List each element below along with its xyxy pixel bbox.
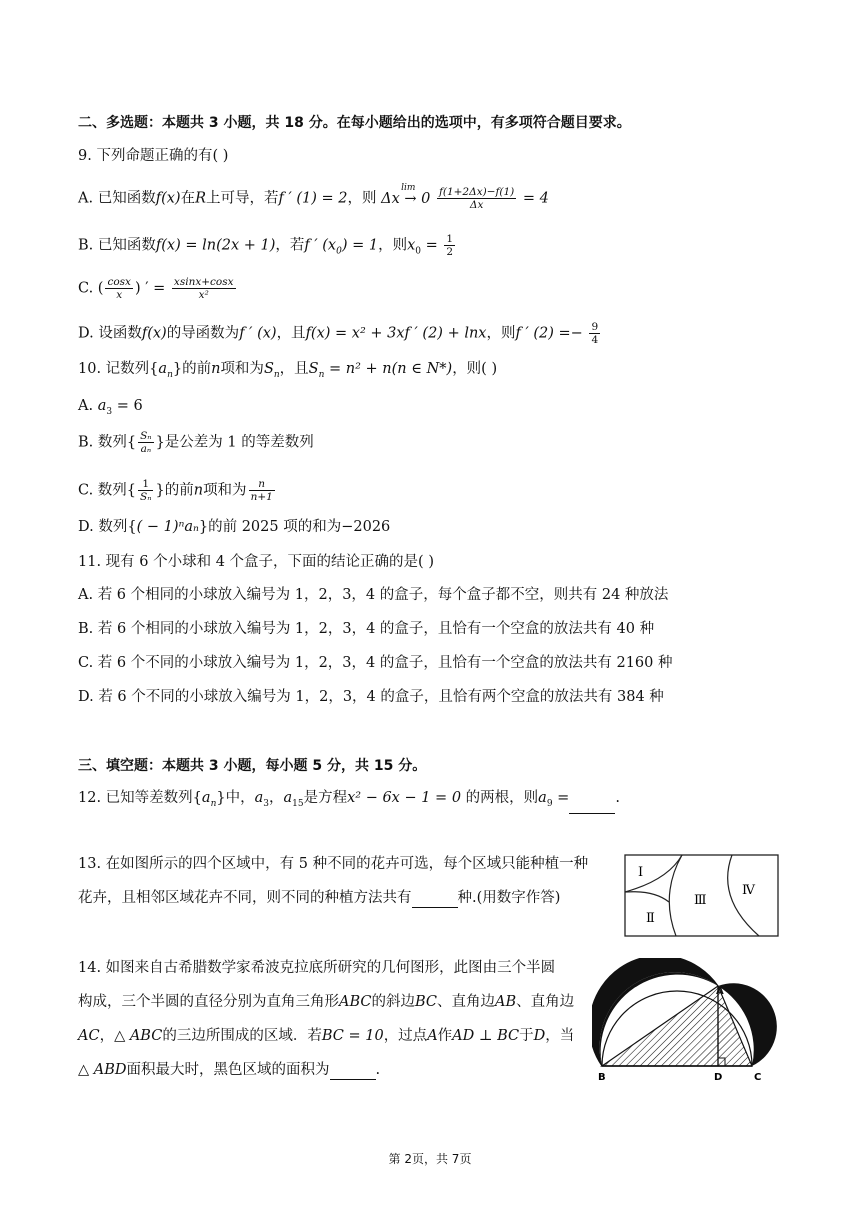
numerator: Sₙ bbox=[140, 430, 152, 442]
math: a bbox=[97, 398, 107, 414]
text: ，且 bbox=[276, 325, 306, 342]
text: ，则 bbox=[378, 237, 408, 254]
region-curve-2 bbox=[669, 855, 682, 936]
text: ， bbox=[268, 790, 284, 806]
section-title-fill-in: 三、填空题：本题共 3 小题，每小题 5 分，共 15 分。 bbox=[78, 758, 427, 774]
question-14-line-4 bbox=[78, 1060, 380, 1080]
fraction bbox=[138, 478, 153, 503]
question-11-option-a: A. 若 6 个相同的小球放入编号为 1，2，3，4 的盒子，每个盒子都不空，则共有 24 种放法 bbox=[78, 587, 669, 603]
math: AD ⊥ BC bbox=[452, 1028, 520, 1044]
math: = bbox=[552, 790, 570, 806]
math: f(x) bbox=[141, 325, 167, 342]
question-11-option-d: D. 若 6 个不同的小球放入编号为 1，2，3，4 的盒子，且恰有两个空盒的放法共有 384 种 bbox=[78, 689, 664, 705]
math: AC bbox=[78, 1028, 100, 1044]
region-label-2: Ⅱ bbox=[646, 911, 655, 926]
denominator: aₙ bbox=[140, 443, 152, 455]
text: ，则 bbox=[347, 190, 377, 207]
math: f ′ (x bbox=[304, 237, 337, 254]
question-9-option-b bbox=[78, 233, 457, 261]
numerator: cosx bbox=[107, 276, 131, 288]
subscript: n bbox=[273, 369, 280, 380]
question-14-line-1: 14. 如图来自古希腊数学家希波克拉底所研究的几何图形，此图由三个半圆 bbox=[78, 960, 556, 976]
question-14-line-2 bbox=[78, 992, 574, 1012]
math: = n² + n(n ∈ N*) bbox=[324, 361, 453, 377]
text: }的前 2025 项的和为 bbox=[198, 519, 342, 535]
math: x² − 6x − 1 = 0 bbox=[347, 790, 462, 806]
text: 面积最大时，黑色区域的面积为 bbox=[126, 1062, 330, 1078]
math: = bbox=[421, 237, 438, 254]
math: S bbox=[308, 361, 319, 377]
text: 作 bbox=[437, 1028, 453, 1044]
fraction bbox=[105, 276, 133, 301]
denominator: 4 bbox=[591, 334, 599, 346]
text: 花卉，且相邻区域花卉不同，则不同的种植方法共有 bbox=[78, 890, 412, 906]
lim-label: lim bbox=[401, 182, 416, 193]
text: 种.(用数字作答) bbox=[457, 890, 561, 906]
subscript: n bbox=[318, 369, 325, 380]
math: f ′ (2) =− bbox=[515, 325, 583, 342]
text: 的三边所围成的区域．若 bbox=[162, 1028, 322, 1044]
text: A. 已知函数 bbox=[78, 190, 156, 207]
question-10-option-b bbox=[78, 430, 314, 455]
math: n bbox=[211, 361, 221, 377]
math: △ ABC bbox=[114, 1028, 163, 1044]
text: 、直角边 bbox=[437, 994, 496, 1010]
text: 12. 已知等差数列{ bbox=[78, 790, 202, 806]
subscript: 3 bbox=[106, 406, 113, 417]
text: 的导函数为 bbox=[166, 325, 240, 342]
text: }是公差为 1 的等差数列 bbox=[155, 434, 314, 451]
math: ) ′ = bbox=[134, 280, 166, 297]
question-10-option-a bbox=[78, 396, 143, 422]
text: C. ( bbox=[78, 280, 104, 297]
lim-var: Δx → 0 bbox=[381, 190, 431, 207]
math: D bbox=[533, 1028, 546, 1044]
text: B. 已知函数 bbox=[78, 237, 156, 254]
numerator: f(1+2Δx)−f(1) bbox=[438, 186, 515, 198]
region-curve-3 bbox=[625, 892, 669, 902]
question-10-option-c bbox=[78, 478, 277, 503]
math: S bbox=[263, 361, 274, 377]
region-label-3: Ⅲ bbox=[694, 893, 707, 908]
text: }的前 bbox=[172, 361, 212, 377]
denominator: 2 bbox=[446, 246, 454, 258]
question-11-stem: 11. 现有 6 个小球和 4 个盒子，下面的结论正确的是( ) bbox=[78, 554, 434, 570]
text: 项和为 bbox=[220, 361, 264, 377]
text: ，且 bbox=[279, 361, 309, 377]
subscript: 0 bbox=[336, 246, 342, 257]
four-region-figure bbox=[624, 854, 780, 938]
numerator: 1 bbox=[138, 478, 153, 491]
section-title-multiple-choice: 二、多选题：本题共 3 小题，共 18 分。在每小题给出的选项中，有多项符合题目要求。 bbox=[78, 115, 631, 131]
numerator: 9 bbox=[591, 321, 599, 333]
text: }中， bbox=[216, 790, 255, 806]
text: . bbox=[615, 790, 620, 806]
denominator: x² bbox=[198, 289, 209, 301]
denominator: n+1 bbox=[250, 491, 273, 503]
math: A bbox=[427, 1028, 438, 1044]
question-14-line-3 bbox=[78, 1026, 574, 1046]
math: = 4 bbox=[522, 190, 549, 207]
denominator: x bbox=[116, 289, 123, 301]
math: BC bbox=[415, 994, 438, 1010]
denominator: Sₙ bbox=[140, 491, 152, 503]
question-11-option-c: C. 若 6 个不同的小球放入编号为 1，2，3，4 的盒子，且恰有一个空盒的放法共有 2160 种 bbox=[78, 655, 673, 671]
region-label-4: Ⅳ bbox=[742, 883, 755, 898]
question-10-option-d bbox=[78, 517, 390, 537]
text: 在 bbox=[180, 190, 196, 207]
answer-blank[interactable] bbox=[569, 799, 615, 814]
question-12 bbox=[78, 788, 620, 814]
fraction bbox=[589, 321, 600, 346]
text: 的两根，则 bbox=[461, 790, 539, 806]
text: 、直角边 bbox=[516, 994, 575, 1010]
text: 项和为 bbox=[203, 482, 247, 499]
question-9-stem: 9. 下列命题正确的有( ) bbox=[78, 148, 229, 164]
numerator: xsinx+cosx bbox=[173, 276, 234, 288]
text: A. bbox=[78, 398, 98, 414]
fraction bbox=[172, 276, 236, 301]
text: 10. 记数列{ bbox=[78, 361, 159, 377]
subscript: 15 bbox=[292, 798, 304, 809]
text: 是方程 bbox=[303, 790, 348, 806]
denominator: Δx bbox=[469, 199, 484, 211]
subscript: n bbox=[167, 369, 173, 380]
question-9-option-c bbox=[78, 276, 238, 301]
text: 的斜边 bbox=[371, 994, 415, 1010]
math: f ′ (x) bbox=[239, 325, 277, 342]
text: B. 数列{ bbox=[78, 434, 137, 451]
limit-expression bbox=[381, 182, 431, 209]
text: ，则( ) bbox=[452, 361, 498, 377]
math: ABC bbox=[339, 994, 372, 1010]
math: f ′ (1) = 2 bbox=[278, 190, 348, 207]
text: ，当 bbox=[545, 1028, 575, 1044]
math: BC = 10 bbox=[321, 1028, 384, 1044]
text: 上可导，若 bbox=[205, 190, 279, 207]
text: D. 设函数 bbox=[78, 325, 142, 342]
math: a bbox=[201, 790, 211, 806]
subscript: 3 bbox=[263, 798, 269, 809]
text: ，过点 bbox=[383, 1028, 428, 1044]
point-label-c: C bbox=[754, 1072, 762, 1083]
math: a bbox=[538, 790, 547, 806]
hippocrates-lune-figure bbox=[592, 958, 784, 1086]
question-10-stem bbox=[78, 359, 497, 385]
text: 构成，三个半圆的直径分别为直角三角形 bbox=[78, 994, 339, 1010]
math: a bbox=[158, 361, 168, 377]
text: ，若 bbox=[275, 237, 305, 254]
math: AB bbox=[495, 994, 517, 1010]
text: C. 数列{ bbox=[78, 482, 137, 499]
text: . bbox=[375, 1062, 381, 1078]
math: a bbox=[283, 790, 293, 806]
question-11-option-b: B. 若 6 个相同的小球放入编号为 1，2，3，4 的盒子，且恰有一个空盒的放法共有 40 种 bbox=[78, 621, 655, 637]
text: ， bbox=[99, 1028, 115, 1044]
math: x bbox=[407, 237, 416, 254]
text: D. 数列{ bbox=[78, 519, 137, 535]
text: ，则 bbox=[486, 325, 516, 342]
question-13-line-2 bbox=[78, 888, 560, 908]
numerator: 1 bbox=[446, 233, 454, 245]
subscript: 9 bbox=[546, 798, 553, 809]
fraction bbox=[138, 430, 153, 455]
answer-blank[interactable] bbox=[330, 1065, 376, 1080]
point-label-d: D bbox=[714, 1072, 723, 1083]
point-label-a: A bbox=[716, 986, 724, 997]
math: = 6 bbox=[112, 398, 143, 414]
question-9-option-a bbox=[78, 182, 549, 211]
fraction bbox=[249, 478, 275, 503]
region-label-1: Ⅰ bbox=[638, 865, 644, 880]
math: n bbox=[193, 482, 204, 499]
math: f(x) = ln(2x + 1) bbox=[155, 237, 276, 254]
numerator: n bbox=[249, 478, 275, 491]
math: f(x) bbox=[155, 190, 181, 207]
text: }的前 bbox=[155, 482, 194, 499]
question-9-option-d bbox=[78, 321, 602, 346]
math: ) = 1 bbox=[341, 237, 379, 254]
math: a bbox=[254, 790, 264, 806]
subscript: 0 bbox=[415, 246, 422, 257]
math: −2026 bbox=[341, 519, 391, 535]
math: ( − 1)ⁿaₙ bbox=[136, 519, 199, 535]
math: △ ABD bbox=[78, 1062, 127, 1078]
answer-blank[interactable] bbox=[412, 893, 458, 908]
fraction bbox=[437, 186, 516, 211]
page-footer: 第 2页，共 7页 bbox=[388, 1152, 472, 1166]
subscript: n bbox=[210, 798, 217, 809]
fraction bbox=[444, 233, 455, 258]
point-label-b: B bbox=[598, 1072, 606, 1083]
math: R bbox=[195, 190, 206, 207]
math: f(x) = x² + 3xf ′ (2) + lnx bbox=[305, 325, 487, 342]
question-13-line-1: 13. 在如图所示的四个区域中，有 5 种不同的花卉可选，每个区域只能种植一种 bbox=[78, 856, 589, 872]
text: 于 bbox=[519, 1028, 534, 1044]
